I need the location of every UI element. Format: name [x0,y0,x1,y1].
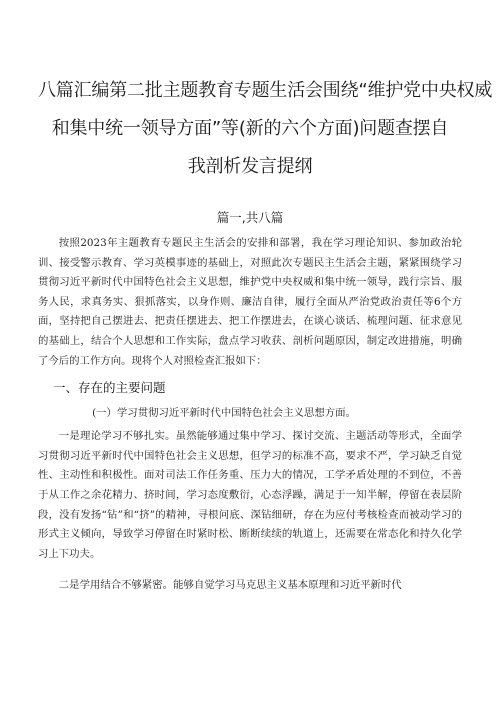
body-paragraph: 二是学用结合不够紧密。能够自觉学习马克思主义基本原理和习近平新时代 [58,579,402,592]
section-heading: 一、存在的主要问题 [53,380,166,396]
title-line: 八篇汇编第二批主题教育专题生活会围绕“维护党中央权威 [38,80,493,101]
body-paragraph: 一是理论学习不够扎实。虽然能够通过集中学习、探讨交流、主题活动等形式，全面学习贯彻习近平新时代中国特色社会主义思想，但学习的标准不高，要求不严，学习缺乏自觉性、主动性和积极性。面对司法工作任务重、压力大的情况，工学矛盾处理的不到位，不善于从工作之余花精力、挤时间，学习态度敷衍，心态浮躁，满足于一知半解，停留在表层阶段，没有发扬“钻”和“挤”的精神，寻根问底、深钻细研，存在为应付考核检查而被动学习的形式主义倾向，导致学习停留在时紧时松、断断续续的轨道上，还需要在常态化和持久化学习上下功夫。 [38,430,462,560]
title-line: 和集中统一领导方面”等(新的六个方面)问题查摆自 [51,118,449,139]
intro-paragraph: 按照2023年主题教育专题民主生活会的安排和部署，我在学习理论知识、参加政治轮训、接受警示教育、学习英模事迹的基础上，对照此次专题民主生活会主题，紧紧围绕学习贯彻习近平新时代中国特色社会主义思想，维护党中央权威和集中统一领导，践行宗旨、服务人民，求真务实、狠抓落实，以身作则、廉洁自律，履行全面从严治党政治责任等6个方面，坚持把自己摆进去、把责任摆进去、把工作摆进去，在谈心谈话、梳理问题、征求意见的基础上，结合个人思想和工作实际，盘点学习收获、剖析问题原因，制定改进措施，明确了今后的工作方向。现将个人对照检查汇报如下： [38,237,462,367]
title-line: 我剖析发言提纲 [187,156,313,177]
document-title [38,0,493,186]
chapter-heading: 篇一,共八篇 [216,210,284,225]
subsection-heading: (一）学习贯彻习近平新时代中国特色社会主义思想方面。 [92,407,356,420]
